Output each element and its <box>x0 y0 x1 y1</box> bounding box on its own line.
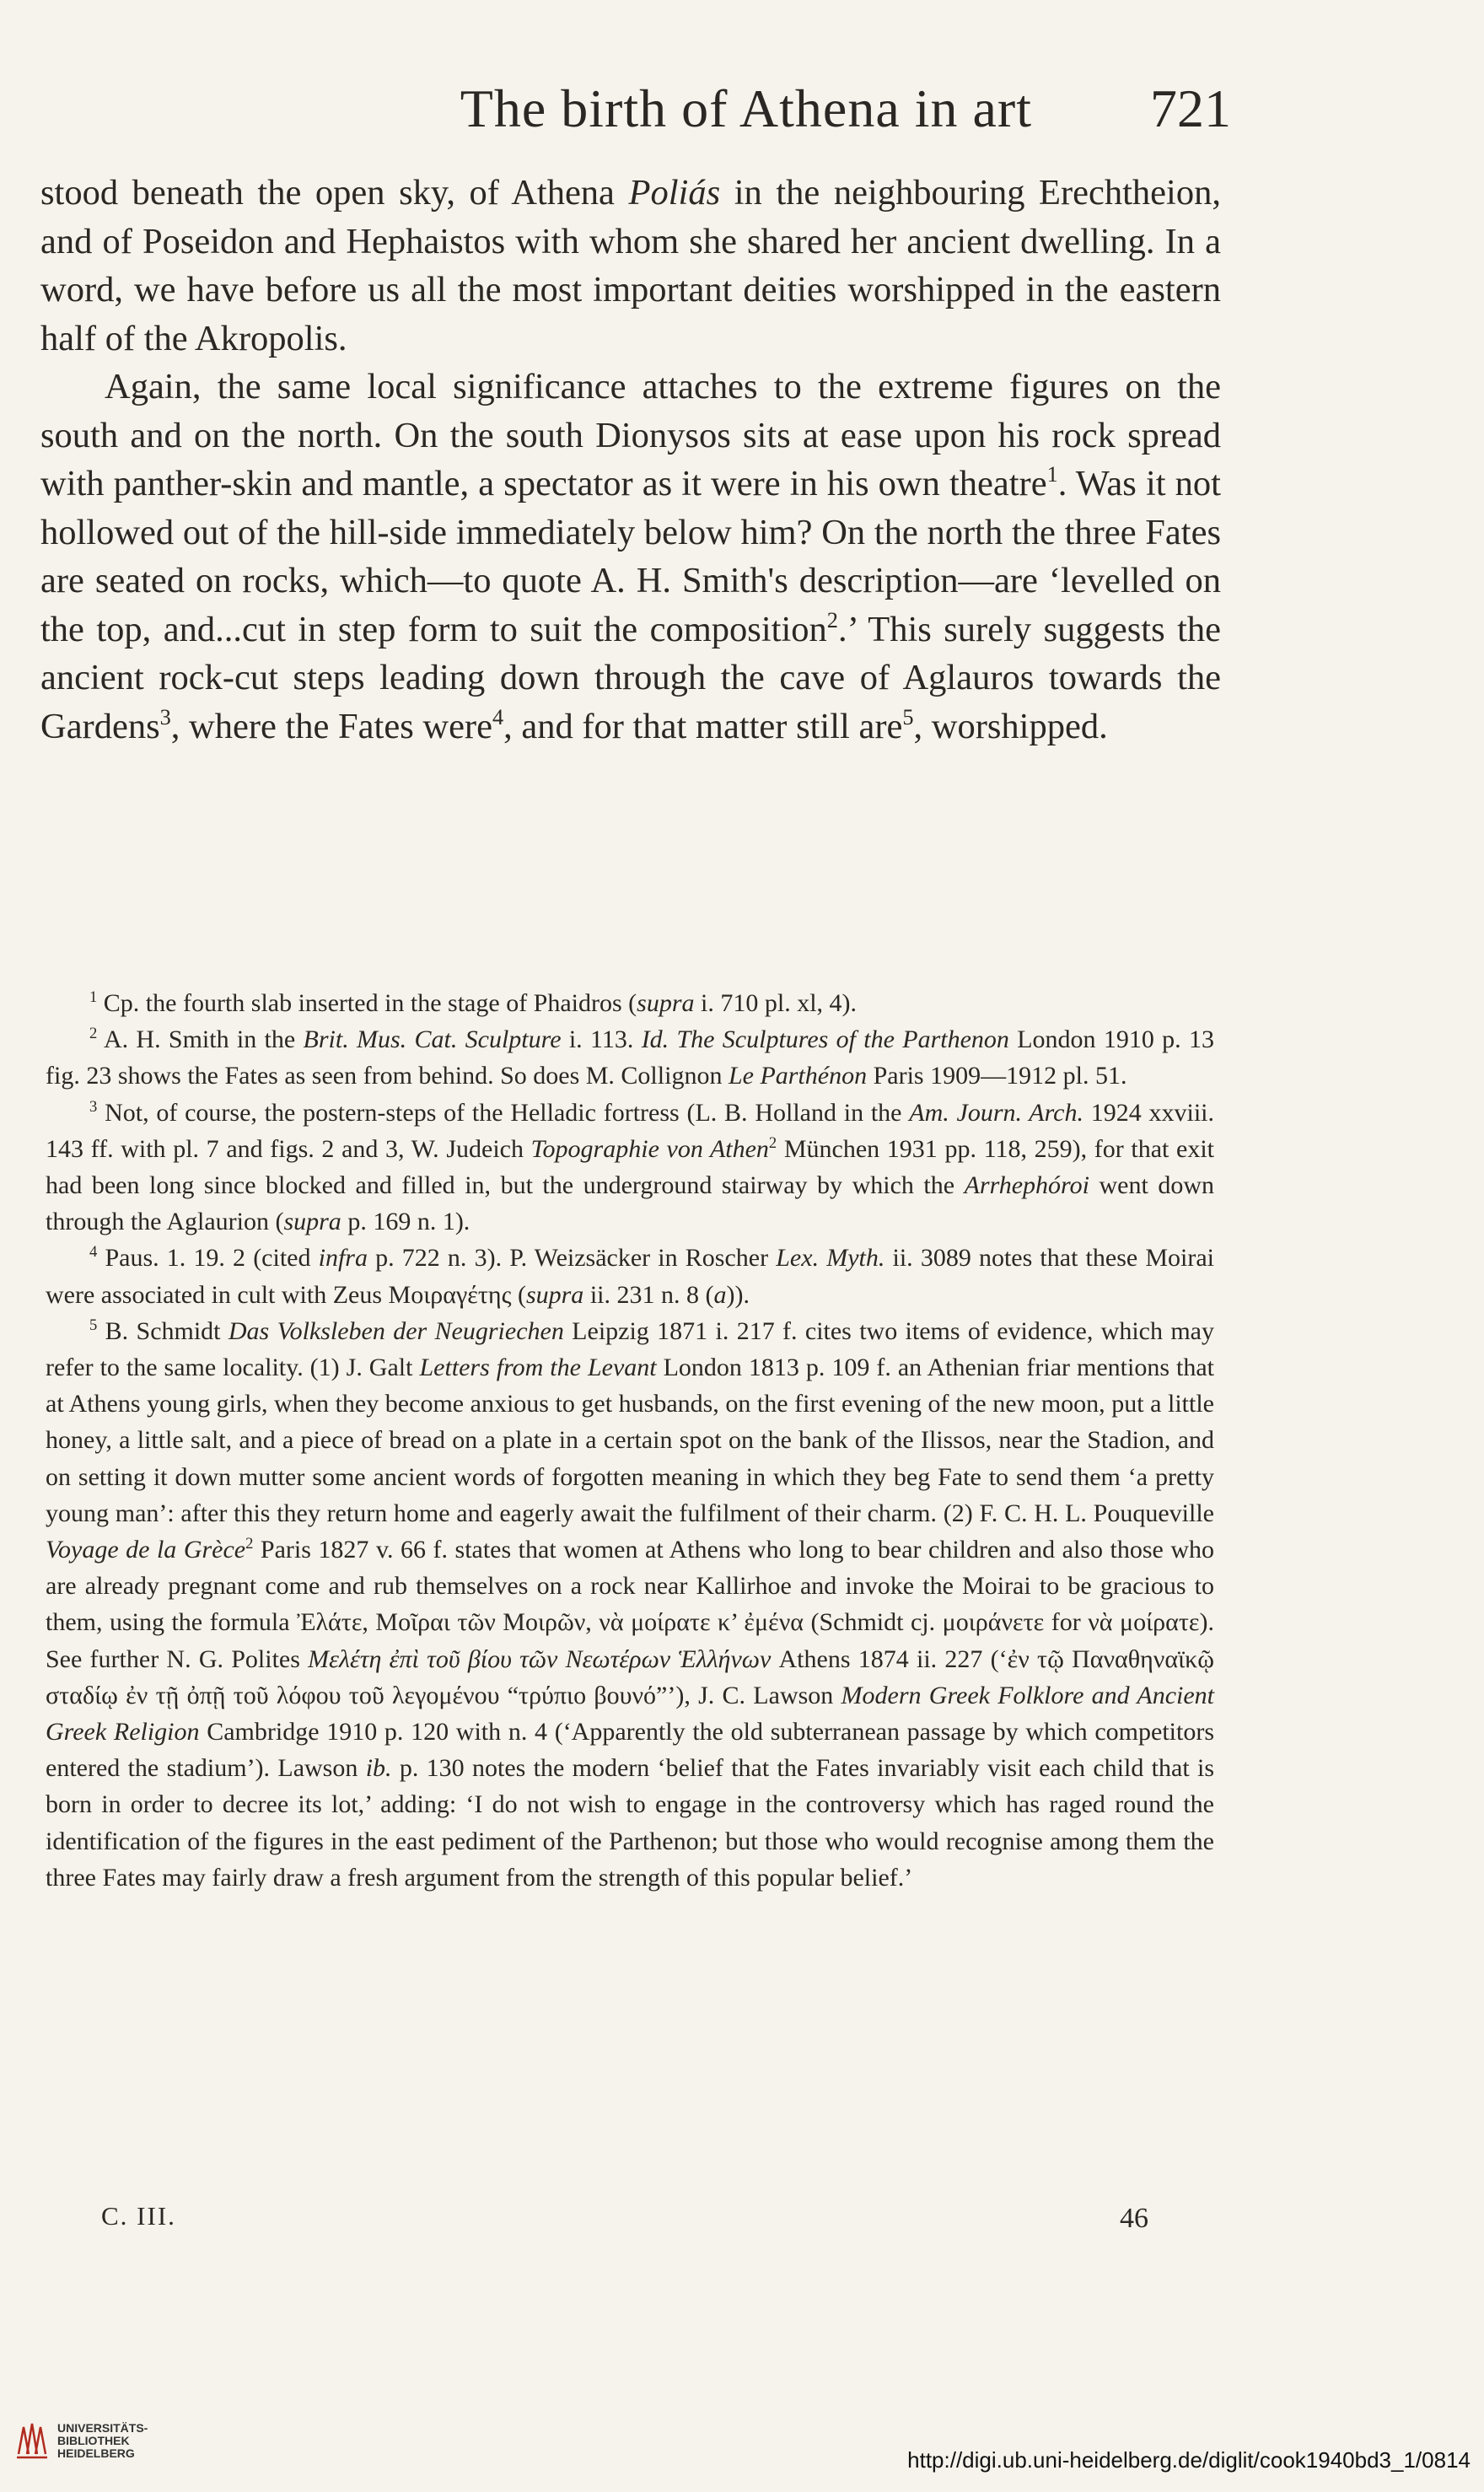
signature-mark: C. III. <box>101 2201 176 2231</box>
source-url-link[interactable]: http://digi.ub.uni-heidelberg.de/diglit/cook1940bd3_1/0814 <box>907 2447 1471 2473</box>
main-text <box>40 169 1221 751</box>
footnote-ref-3[interactable]: 3 <box>159 704 171 729</box>
university-seal-icon <box>15 2420 49 2461</box>
paragraph-1: stood beneath the open sky, of Athena Poliás in the neighbouring Erechtheion, and of Poseidon and Hephaistos with whom she shared her ancient dwelling. In a word, we have before us all the most important deities worshipped in the eastern half of the Akropolis. <box>40 173 1221 358</box>
footnote-2: $^2$ A. H. Smith in the Brit. Mus. Cat. Sculpture i. 113. Id. The Sculptures of the Parthenon London 1910 p. 13 fig. 23 shows the Fates as seen from behind. So does M. Collignon Le Parthénon Paris 1909—1912 pl. 51. <box>46 1025 1214 1090</box>
footnote-4: $^4$ Paus. 1. 19. 2 (cited infra p. 722 n. 3). P. Weizsäcker in Roscher Lex. Myth. ii. 3089 notes that these Moirai were associated in cult with Zeus Μοιραγέτης (supra ii. 231 n. 8 (a)). <box>46 1243 1214 1309</box>
footnote-1: $^1$ Cp. the fourth slab inserted in the stage of Phaidros (supra i. 710 pl. xl, 4). <box>89 988 858 1017</box>
footnote-ref-5[interactable]: 5 <box>902 704 914 729</box>
footnote-3: $^3$ Not, of course, the postern-steps of the Helladic fortress (L. B. Holland in the Am. Journ. Arch. 1924 xxviii. 143 ff. with pl. 7 and figs. 2 and 3, W. Judeich Topographie von Athen$^2$ München 1931 pp. 118, 259), for that exit had been long since blocked and filled in, but the underground stairway by which the Arrhephóroi went down through the Aglaurion (supra p. 169 n. 1). <box>46 1097 1215 1236</box>
page-number: 721 <box>1150 78 1231 138</box>
folio-number: 46 <box>1120 2203 1148 2234</box>
library-name-line-1: UNIVERSITÄTS- <box>57 2420 148 2435</box>
paragraph-2: Again, the same local significance attaches to the extreme figures on the south and on the north. On the south Dionysos sits at ease upon his rock spread with panther-skin and mantle, a spectator as it were in his own theatre$^1$. Was it not hollowed out of the hill-side immediately below him? On the north the three Fates are seated on rocks, which—to quote A. H. Smith's description—are ‘levelled on the top, and...cut in step form to suit the composition$^2$.’ This surely suggests the ancient rock-cut steps leading down through the cave of Aglauros towards the Gardens$^3$, where the Fates were$^4$, and for that matter still are$^5$, worshipped. <box>40 367 1221 746</box>
footnotes <box>46 985 1214 1896</box>
footnote-5: $^5$ B. Schmidt Das Volksleben der Neugriechen Leipzig 1871 i. 217 f. cites two items of evidence, which may refer to the same locality. (1) J. Galt Letters from the Levant London 1813 p. 109 f. an Athenian friar mentions that at Athens young girls, when they become anxious to get husbands, on the first evening of the new moon, put a little honey, a little salt, and a piece of bread on a plate in a certain spot on the bank of the Ilissos, near the Stadion, and on setting it down mutter some ancient words of forgotten meaning in which they beg Fate to send them ‘a pretty young man’: after this they return home and eagerly await the fulfilment of their charm. (2) F. C. H. L. Pouqueville Voyage de la Grèce$^2$ Paris 1827 v. 66 f. states that women at Athens who long to bear children and also those who are already pregnant come and rub themselves on a rock near Kallirhoe and invoke the Moirai to be gracious to them, using the formula Ἐλάτε, Μοῖραι τῶν Μοιρῶν, νὰ μοίρατε κ’ ἐμένα (Schmidt cj. μοιράνετε for νὰ μοίρατε). See further N. G. Polites Μελέτη ἐπὶ τοῦ βίου τῶν Νεωτέρων Ἑλλήνων Athens 1874 ii. 227 (‘ἐν τῷ Παναθηναϊκῷ σταδίῳ ἐν τῇ ὀπῇ τοῦ λόφου τοῦ λεγομένου “τρύπιο βουνό”’), J. C. Lawson Modern Greek Folklore and Ancient Greek Religion Cambridge 1910 p. 120 with n. 4 (‘Apparently the old subterranean passage by which competitors entered the stadium’). Lawson ib. p. 130 notes the modern ‘belief that the Fates invariably visit each child that is born in order to decree its lot,’ adding: ‘I do not wish to engage in the controversy which has raged round the identification of the figures in the east pediment of the Parthenon; but those who would recognise among them the three Fates may fairly draw a fresh argument from the strength of this popular belief.’ <box>46 1316 1215 1892</box>
library-name-line-3: HEIDELBERG <box>57 2446 135 2460</box>
library-logo <box>15 2420 148 2461</box>
running-title: The birth of Athena in art <box>460 78 1032 138</box>
footnote-ref-4[interactable]: 4 <box>492 704 504 729</box>
library-name-line-2: BIBLIOTHEK <box>57 2433 130 2447</box>
footnote-ref-1[interactable]: 1 <box>1046 462 1058 487</box>
page-header <box>34 78 1231 140</box>
footnote-ref-2[interactable]: 2 <box>826 607 838 632</box>
